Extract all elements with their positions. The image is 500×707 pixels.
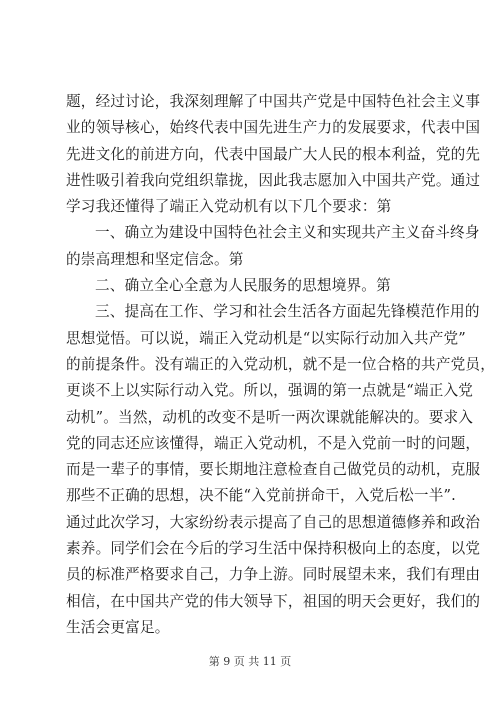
text-line: 通过此次学习，大家纷纷表示提高了自己的思想道德修养和政治 <box>66 513 481 531</box>
text-line: 素养。同学们会在今后的学习生活中保持积极向上的态度，以党 <box>66 540 481 558</box>
body-text <box>66 89 496 641</box>
text-line: 一、确立为建设中国特色社会主义和实现共产主义奋斗终身 <box>95 224 480 242</box>
text-line: 那些不正确的思想，决不能“入党前拼命干，入党后松一半”. <box>66 487 457 505</box>
text-line: 员的标准严格要求自己，力争上游。同时展望未来，我们有理由 <box>66 566 481 584</box>
page-number-footer: 第 9 页 共 11 页 <box>208 655 292 668</box>
text-line: 更谈不上以实际行动入党。所以，强调的第一点就是“端正入党 <box>66 382 474 400</box>
text-line: 相信，在中国共产党的伟大领导下，祖国的明天会更好，我们的 <box>66 592 481 610</box>
text-line: 学习我还懂得了端正入党动机有以下几个要求：第 <box>66 198 392 216</box>
text-line: 党的同志还应该懂得，端正入党动机，不是入党前一时的问题， <box>66 434 481 452</box>
text-line: 思想觉悟。可以说，端正入党动机是“以实际行动加入共产党” <box>66 329 466 347</box>
text-line: 而是一辈子的事情，要长期地注意检查自己做党员的动机，克服 <box>66 461 481 479</box>
text-line: 三、提高在工作、学习和社会生活各方面起先锋模范作用的 <box>95 303 480 321</box>
text-line: 业的领导核心，始终代表中国先进生产力的发展要求，代表中国 <box>66 119 481 137</box>
text-line: 的前提条件。没有端正的入党动机，就不是一位合格的共产党员， <box>66 355 496 373</box>
text-line: 二、确立全心全意为人民服务的思想境界。第 <box>95 277 391 295</box>
text-line: 先进文化的前进方向，代表中国最广大人民的根本利益，党的先 <box>66 145 481 163</box>
text-line: 的崇高理想和坚定信念。第 <box>66 250 244 268</box>
text-line: 进性吸引着我向党组织靠拢，因此我志愿加入中国共产党。通过 <box>66 171 481 189</box>
text-line: 动机”。当然，动机的改变不是听一两次课就能解决的。要求入 <box>66 408 474 426</box>
text-line: 题，经过讨论，我深刻理解了中国共产党是中国特色社会主义事 <box>66 93 481 110</box>
text-line: 生活会更富足。 <box>66 618 170 636</box>
